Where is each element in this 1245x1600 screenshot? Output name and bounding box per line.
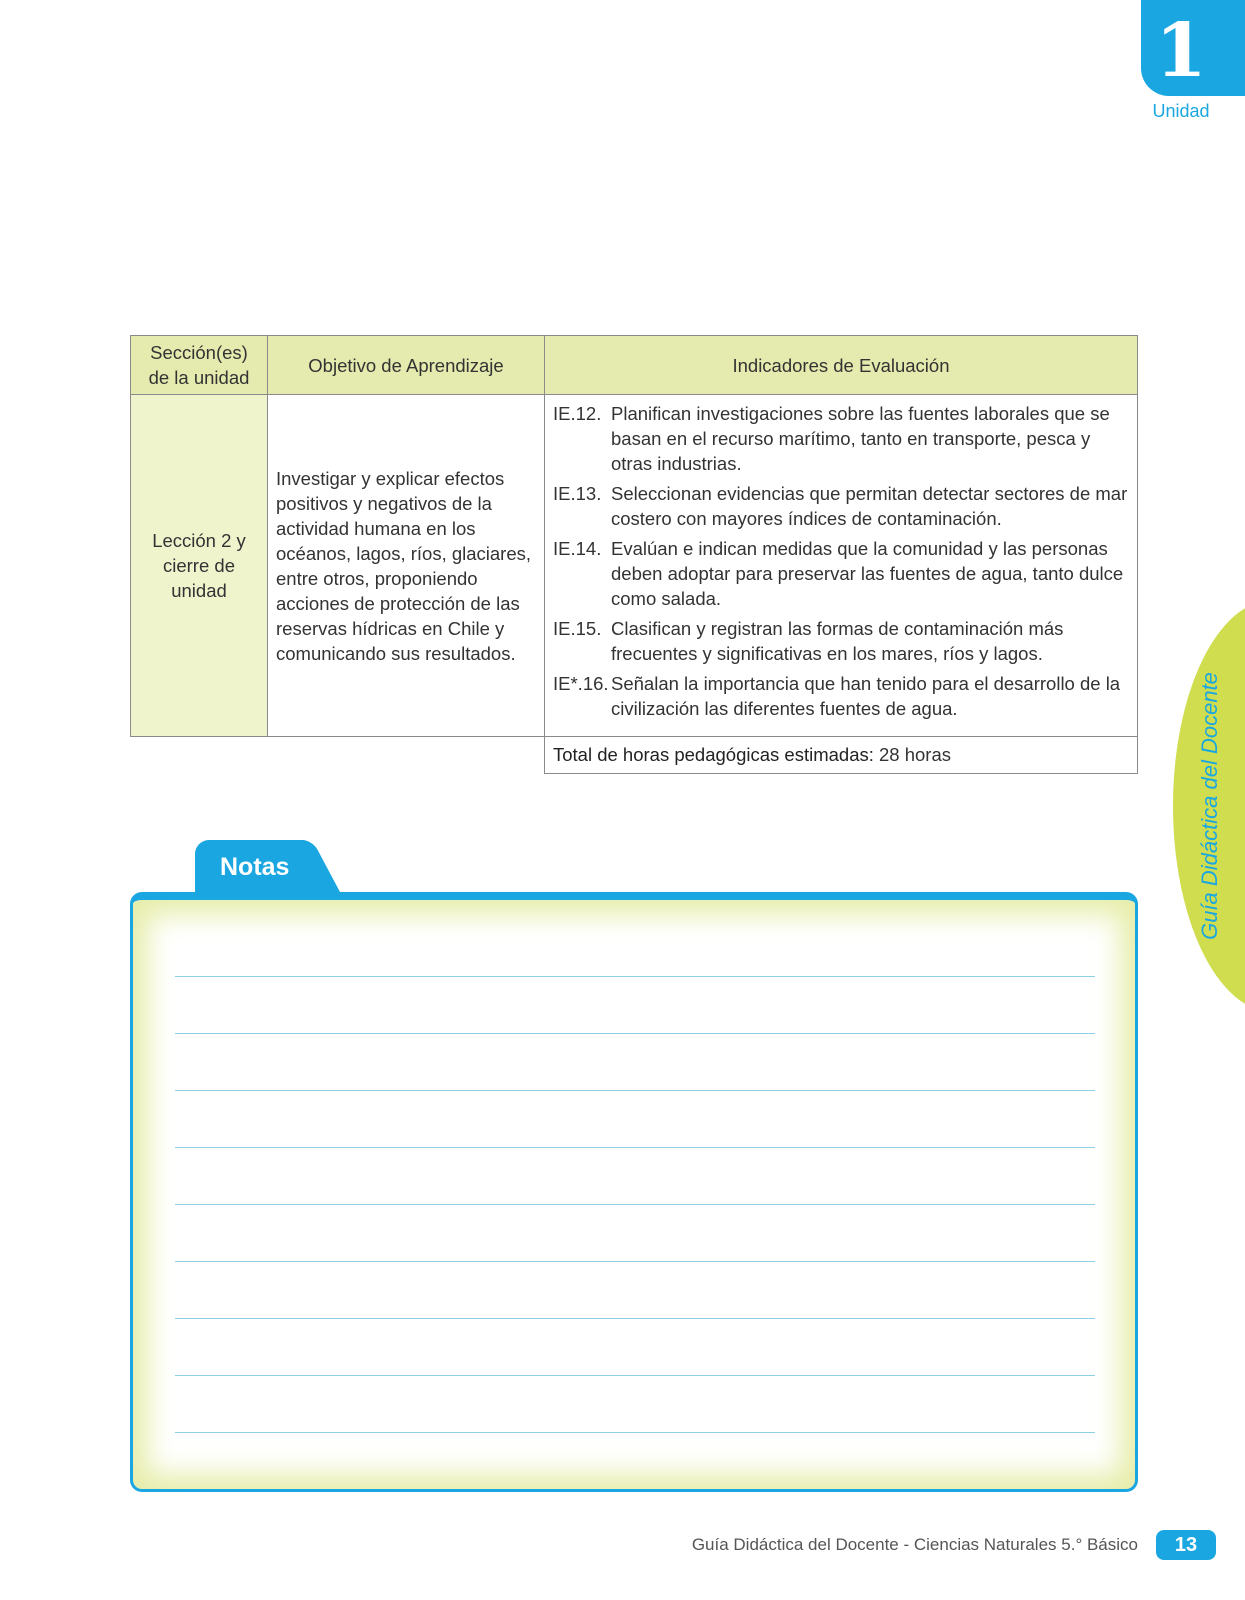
footer-text: Guía Didáctica del Docente - Ciencias Naturales 5.° Básico (691, 1535, 1138, 1554)
table-row (131, 395, 1138, 737)
indicator-item (553, 481, 1129, 531)
note-line (175, 1147, 1095, 1148)
indicator-text: Evalúan e indican medidas que la comunidad y las personas deben adoptar para preservar las fuentes de agua, tanto dulce como salada. (611, 538, 1124, 609)
note-line (175, 1033, 1095, 1034)
table-header-row (131, 336, 1138, 395)
indicator-code: IE.12. (553, 403, 602, 424)
indicator-code: IE*.16. (553, 673, 609, 694)
unit-label: Unidad (1152, 101, 1210, 121)
indicator-item (553, 536, 1129, 611)
note-line (175, 1261, 1095, 1262)
note-line (175, 1432, 1095, 1433)
total-hours-value: 28 horas (879, 744, 952, 765)
header-section: Sección(es) de la unidad (131, 336, 268, 395)
total-hours-label: Total de horas pedagógicas estimadas: (553, 744, 874, 765)
indicator-text: Planifican investigaciones sobre las fuentes laborales que se basan en el recurso marítimo, tanto en transporte, pesca y otras industrias. (611, 403, 1110, 474)
note-line (175, 1204, 1095, 1205)
indicator-code: IE.15. (553, 618, 602, 639)
indicator-text: Señalan la importancia que han tenido para el desarrollo de la civilización las diferentes fuentes de agua. (611, 673, 1121, 719)
indicator-code: IE.14. (553, 538, 602, 559)
note-line (175, 1375, 1095, 1376)
unit-number: 1 (1155, 8, 1207, 94)
section-cell: Lección 2 y cierre de unidad (131, 395, 268, 737)
indicator-code: IE.13. (553, 483, 602, 504)
objective-cell: Investigar y explicar efectos positivos y negativos de la actividad humana en los océanos, lagos, ríos, glaciares, entre otros, proponiendo acciones de protección de las reservas hídricas en Chile y comunicando sus resultados. (268, 395, 545, 737)
header-indicators: Indicadores de Evaluación (545, 336, 1138, 395)
notes-box (130, 892, 1138, 1492)
note-line (175, 976, 1095, 977)
indicator-item (553, 671, 1129, 721)
note-line (175, 1318, 1095, 1319)
indicator-text: Clasifican y registran las formas de contaminación más frecuentes y significativas en los mares, ríos y lagos. (611, 618, 1064, 664)
total-row (131, 737, 1138, 774)
notes-title: Notas (220, 853, 290, 881)
note-line (175, 1090, 1095, 1091)
indicators-cell (545, 395, 1138, 737)
empty-cell (131, 737, 268, 774)
total-hours-cell (545, 737, 1138, 774)
page-number: 13 (1156, 1530, 1216, 1560)
planning-table (130, 335, 1138, 774)
indicator-text: Seleccionan evidencias que permitan detectar sectores de mar costero con mayores índices de contaminación. (611, 483, 1128, 529)
indicator-item (553, 401, 1129, 476)
empty-cell (268, 737, 545, 774)
header-objective: Objetivo de Aprendizaje (268, 336, 545, 395)
indicator-item (553, 616, 1129, 666)
side-title: Guía Didáctica del Docente (1197, 672, 1222, 940)
